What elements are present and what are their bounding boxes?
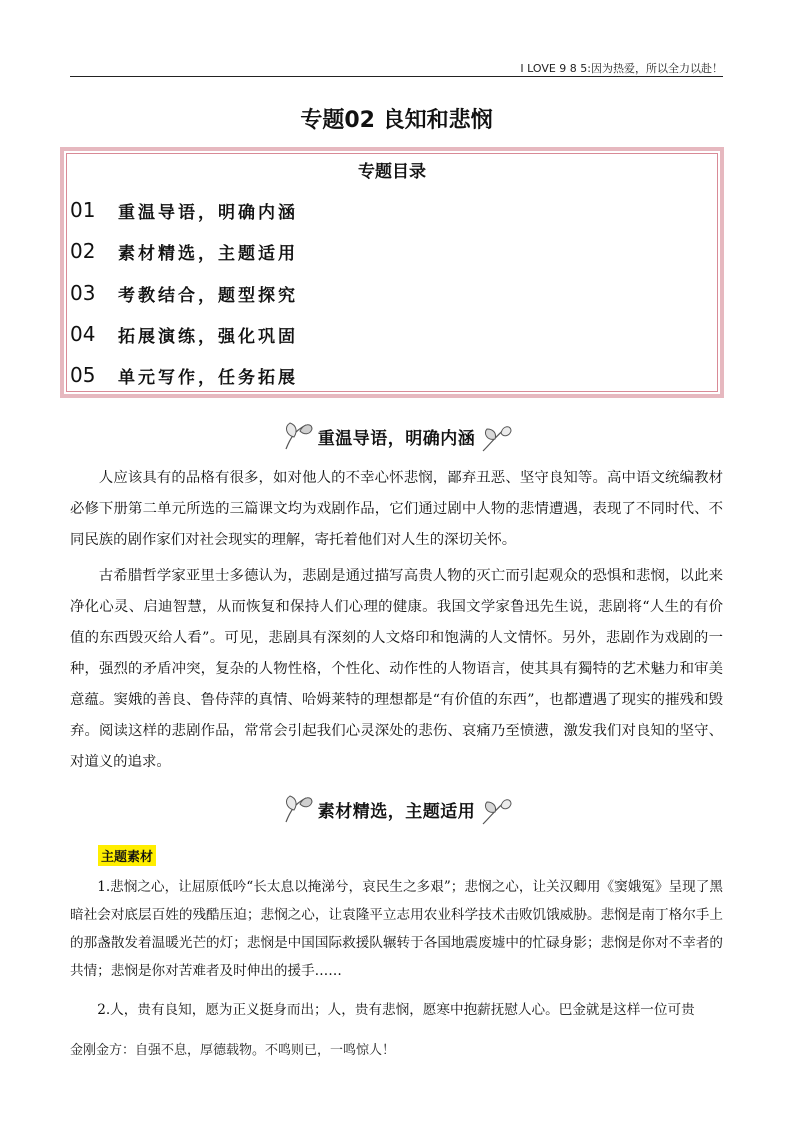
section-banner-intro bbox=[0, 414, 793, 458]
intro-paragraph-1: 人应该具有的品格有很多，如对他人的不幸心怀悲悯，鄙弃丑恶、坚守良知等。高中语文统编教材必修下册第二单元所选的三篇课文均为戏剧作品，它们通过剧中人物的悲情遭遇，表现了不同时代、不同民族的剧作家们对社会现实的理解，寄托着他们对人生的深切关怀。 bbox=[70, 470, 723, 548]
section-heading: 素材精选，主题适用 bbox=[317, 801, 476, 822]
header-rule bbox=[70, 76, 723, 77]
footer-motto: 金刚金方：自强不息，厚德载物。不鸣则已，一鸣惊人！ bbox=[70, 1043, 396, 1058]
intro-paragraph-2: 古希腊哲学家亚里士多德认为，悲剧是通过描写高贵人物的灭亡而引起观众的恐惧和悲悯，以此来净化心灵、启迪智慧，从而恢复和保持人们心理的健康。我国文学家鲁迅先生说，悲剧将“人生的有价值的东西毁灭给人看”。可见，悲剧具有深刻的人文烙印和饱满的人文情怀。另外，悲剧作为戏剧的一种，强烈的矛盾冲突，复杂的人物性格，个性化、动作性的人物语言，使其具有獨特的艺术魅力和审美意蕴。窦娥的善良、鲁侍萍的真情、哈姆莱特的理想都是“有价值的东西”，也都遭遇了现实的摧残和毁弃。阅读这样的悲剧作品，常常会引起我们心灵深处的悲伤、哀痛乃至愤懑，激发我们对良知的坚守、对道义的追求。 bbox=[70, 568, 723, 770]
toc-inner-border bbox=[66, 153, 718, 392]
material-item-1: 1.悲悯之心，让屈原低吟“长太息以掩涕兮，哀民生之多艰”；悲悯之心，让关汉卿用《窦娥冤》呈现了黑暗社会对底层百姓的残酷压迫；悲悯之心，让袁隆平立志用农业科学技术击败饥饿威胁。悲悯是南丁格尔手上的那盏散发着温暖光芒的灯；悲悯是中国国际救援队辗转于各国地震废墟中的忙碌身影；悲悯是你对不幸者的共情；悲悯是你对苦难者及时伸出的援手…… bbox=[70, 879, 723, 979]
toc-item-number: 01 bbox=[70, 198, 96, 222]
toc-item-04[interactable] bbox=[70, 319, 298, 349]
header-slogan: I LOVE 9 8 5:因为热爱，所以全力以赴！ bbox=[520, 62, 723, 75]
toc-item-03[interactable] bbox=[70, 278, 298, 308]
leaf-ornament-icon bbox=[280, 792, 314, 826]
toc-item-05[interactable] bbox=[70, 360, 298, 390]
toc-item-number: 05 bbox=[70, 363, 96, 387]
toc-box bbox=[60, 147, 724, 398]
toc-item-number: 03 bbox=[70, 281, 96, 305]
page-title: 专题02 良知和悲悯 bbox=[300, 108, 493, 133]
toc-item-label: 重温导语，明确内涵 bbox=[118, 202, 298, 223]
toc-item-number: 02 bbox=[70, 239, 96, 263]
toc-title: 专题目录 bbox=[358, 162, 426, 182]
section-heading: 重温导语，明确内涵 bbox=[317, 428, 476, 449]
section-banner-materials bbox=[0, 787, 793, 831]
theme-material-tag: 主题素材 bbox=[98, 845, 156, 866]
leaf-ornament-icon bbox=[280, 419, 314, 453]
toc-item-01[interactable] bbox=[70, 195, 298, 225]
toc-item-label: 单元写作，任务拓展 bbox=[118, 367, 298, 388]
toc-item-02[interactable] bbox=[70, 236, 298, 266]
leaf-ornament-icon bbox=[479, 792, 513, 826]
toc-item-label: 考教结合，题型探究 bbox=[118, 285, 298, 306]
toc-item-label: 素材精选，主题适用 bbox=[118, 243, 298, 264]
toc-item-number: 04 bbox=[70, 322, 96, 346]
leaf-ornament-icon bbox=[479, 419, 513, 453]
toc-item-label: 拓展演练，强化巩固 bbox=[118, 326, 298, 347]
material-item-2: 2.人，贵有良知，愿为正义挺身而出；人，贵有悲悯，愿寒中抱薪抚慰人心。巴金就是这样一位可贵 bbox=[97, 1002, 695, 1018]
